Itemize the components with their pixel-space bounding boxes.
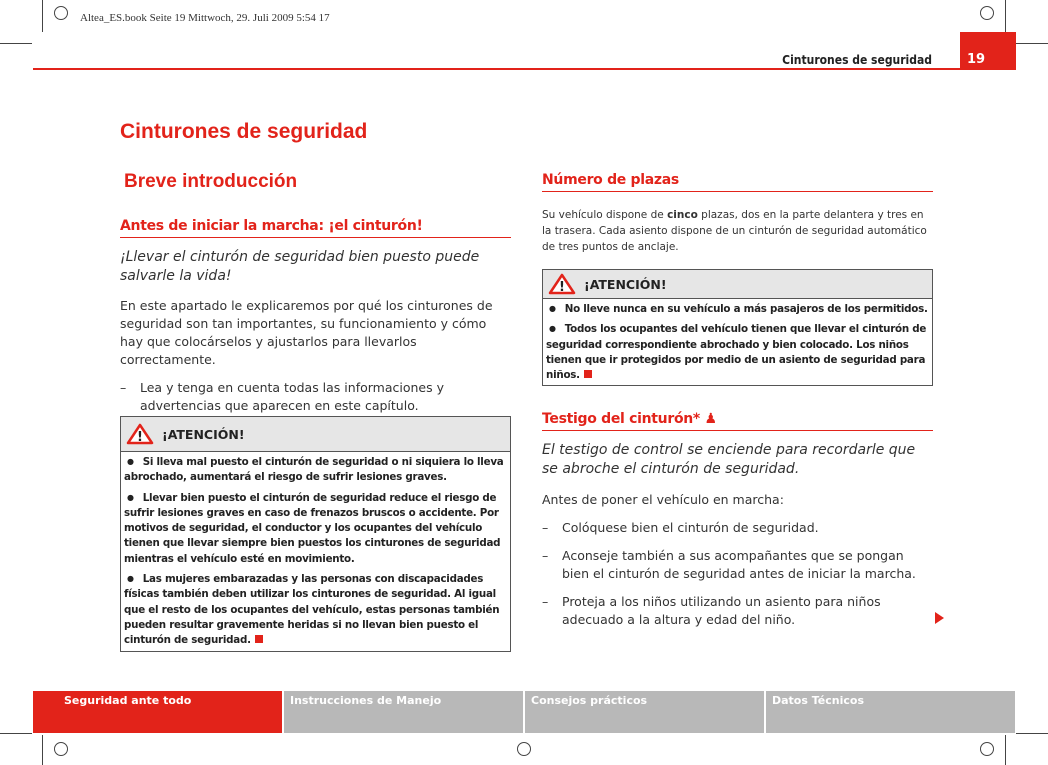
warning-triangle-icon	[126, 423, 154, 445]
step-text: Proteja a los niños utilizando un asiento para niños adecuado a la altura y edad del niño.	[562, 594, 881, 627]
warning-header	[121, 417, 510, 452]
paragraph: Antes de poner el vehículo en marcha:	[542, 492, 784, 507]
left-column	[120, 218, 511, 415]
crop-mark	[1005, 0, 1006, 32]
footer-nav	[33, 691, 1015, 733]
footer-tab-instrucciones[interactable]: Instrucciones de Manejo	[284, 691, 525, 733]
warning-header	[543, 270, 932, 299]
page-number: 19	[960, 32, 1016, 70]
section-title: Breve introducción	[124, 171, 298, 192]
text: plazas, dos en la parte delantera y tres en la trasera. Cada asiento dispone de un cinturón de seguridad automático de tres puntos de anclaje.	[542, 209, 927, 253]
chapter-title: Cinturones de seguridad	[120, 120, 368, 143]
registration-mark-icon	[54, 742, 68, 756]
step-item	[120, 379, 511, 415]
registration-mark-icon	[54, 6, 68, 20]
lead-text: ¡Llevar el cinturón de seguridad bien puesto puede salvarle la vida!	[120, 249, 480, 284]
continue-arrow-icon	[935, 612, 944, 624]
step-item	[542, 547, 933, 583]
step-text: Lea y tenga en cuenta todas las informaciones y advertencias que aparecen en este capítulo.	[140, 380, 444, 413]
dash: –	[120, 380, 127, 395]
step-item	[542, 593, 933, 629]
registration-mark-icon	[517, 742, 531, 756]
crop-mark	[1016, 43, 1048, 44]
intro-paragraph: En este apartado le explicaremos por qué los cinturones de seguridad son tan importantes, su funcionamiento y cómo hay que colocárselos y ajustarlos para llevarlos correctamente.	[120, 298, 493, 367]
crop-mark	[0, 43, 32, 44]
crop-mark	[42, 735, 43, 765]
heading-antes: Antes de iniciar la marcha: ¡el cinturón!	[120, 218, 511, 238]
warning-title: ¡ATENCIÓN!	[162, 426, 245, 442]
right-column	[542, 172, 933, 255]
bold-text: cinco	[667, 209, 698, 221]
dash: –	[542, 520, 549, 535]
crop-mark	[1005, 735, 1006, 765]
warning-item: ● No lleve nunca en su vehículo a más pasajeros de los permitidos.	[546, 301, 929, 317]
step-item	[542, 519, 933, 537]
warning-item	[124, 571, 507, 648]
svg-text:!: !	[559, 280, 565, 295]
step-text: Colóquese bien el cinturón de seguridad.	[562, 520, 819, 535]
plazas-paragraph	[542, 207, 933, 255]
running-header: Cinturones de seguridad	[782, 53, 932, 67]
heading-text: Testigo del cinturón*	[542, 411, 700, 427]
warning-triangle-icon	[548, 273, 576, 295]
svg-text:!: !	[137, 430, 143, 445]
crop-mark	[42, 0, 43, 32]
end-square-icon	[255, 635, 263, 643]
warning-box	[120, 416, 511, 652]
dash: –	[542, 548, 549, 563]
header-rule	[33, 68, 960, 70]
warning-box	[542, 269, 933, 386]
footer-tab-seguridad[interactable]: Seguridad ante todo	[33, 691, 284, 733]
registration-mark-icon	[980, 6, 994, 20]
registration-mark-icon	[980, 742, 994, 756]
heading-testigo	[542, 411, 933, 431]
step-text: Aconseje también a sus acompañantes que se pongan bien el cinturón de seguridad antes de iniciar la marcha.	[562, 548, 916, 581]
warning-body	[121, 452, 510, 651]
text: Su vehículo dispone de	[542, 209, 668, 221]
warning-body	[543, 299, 932, 385]
footer-tab-consejos[interactable]: Consejos prácticos	[525, 691, 766, 733]
footer-tab-datos[interactable]: Datos Técnicos	[766, 691, 1015, 733]
warning-item	[546, 321, 929, 383]
crop-mark	[1016, 733, 1048, 734]
warning-item-text: ● Las mujeres embarazadas y las personas con discapacidades físicas también deben utilizar los cinturones de seguridad. Al igual que el resto de los ocupantes del vehículo, estas personas también pueden resultar gravemente heridas si no llevan bien puesto el cinturón de seguridad.	[124, 573, 499, 646]
lead-text: El testigo de control se enciende para recordarle que se abroche el cinturón de seguridad.	[542, 442, 916, 477]
print-info: Altea_ES.book Seite 19 Mittwoch, 29. Juli 2009 5:54 17	[80, 12, 330, 24]
dash: –	[542, 594, 549, 609]
warning-title: ¡ATENCIÓN!	[584, 276, 667, 292]
warning-item: ● Si lleva mal puesto el cinturón de seguridad o ni siquiera lo lleva abrochado, aumentará el riesgo de sufrir lesiones graves.	[124, 454, 507, 486]
seatbelt-warning-icon: ♟	[704, 411, 717, 427]
heading-plazas: Número de plazas	[542, 172, 933, 192]
warning-item-text: ● Todos los ocupantes del vehículo tienen que llevar el cinturón de seguridad correspondiente abrochado y bien colocado. Los niños tienen que ir protegidos por medio de un asiento de seguridad para niños.	[546, 323, 926, 381]
end-square-icon	[584, 370, 592, 378]
warning-item: ● Llevar bien puesto el cinturón de seguridad reduce el riesgo de sufrir lesiones graves en caso de frenazos bruscos o accidente. Por motivos de seguridad, el conductor y los ocupantes del vehículo tienen que llevar siempre bien puestos los cinturones de seguridad mientras el vehículo esté en movimiento.	[124, 490, 507, 567]
testigo-section	[542, 411, 933, 629]
crop-mark	[0, 733, 32, 734]
